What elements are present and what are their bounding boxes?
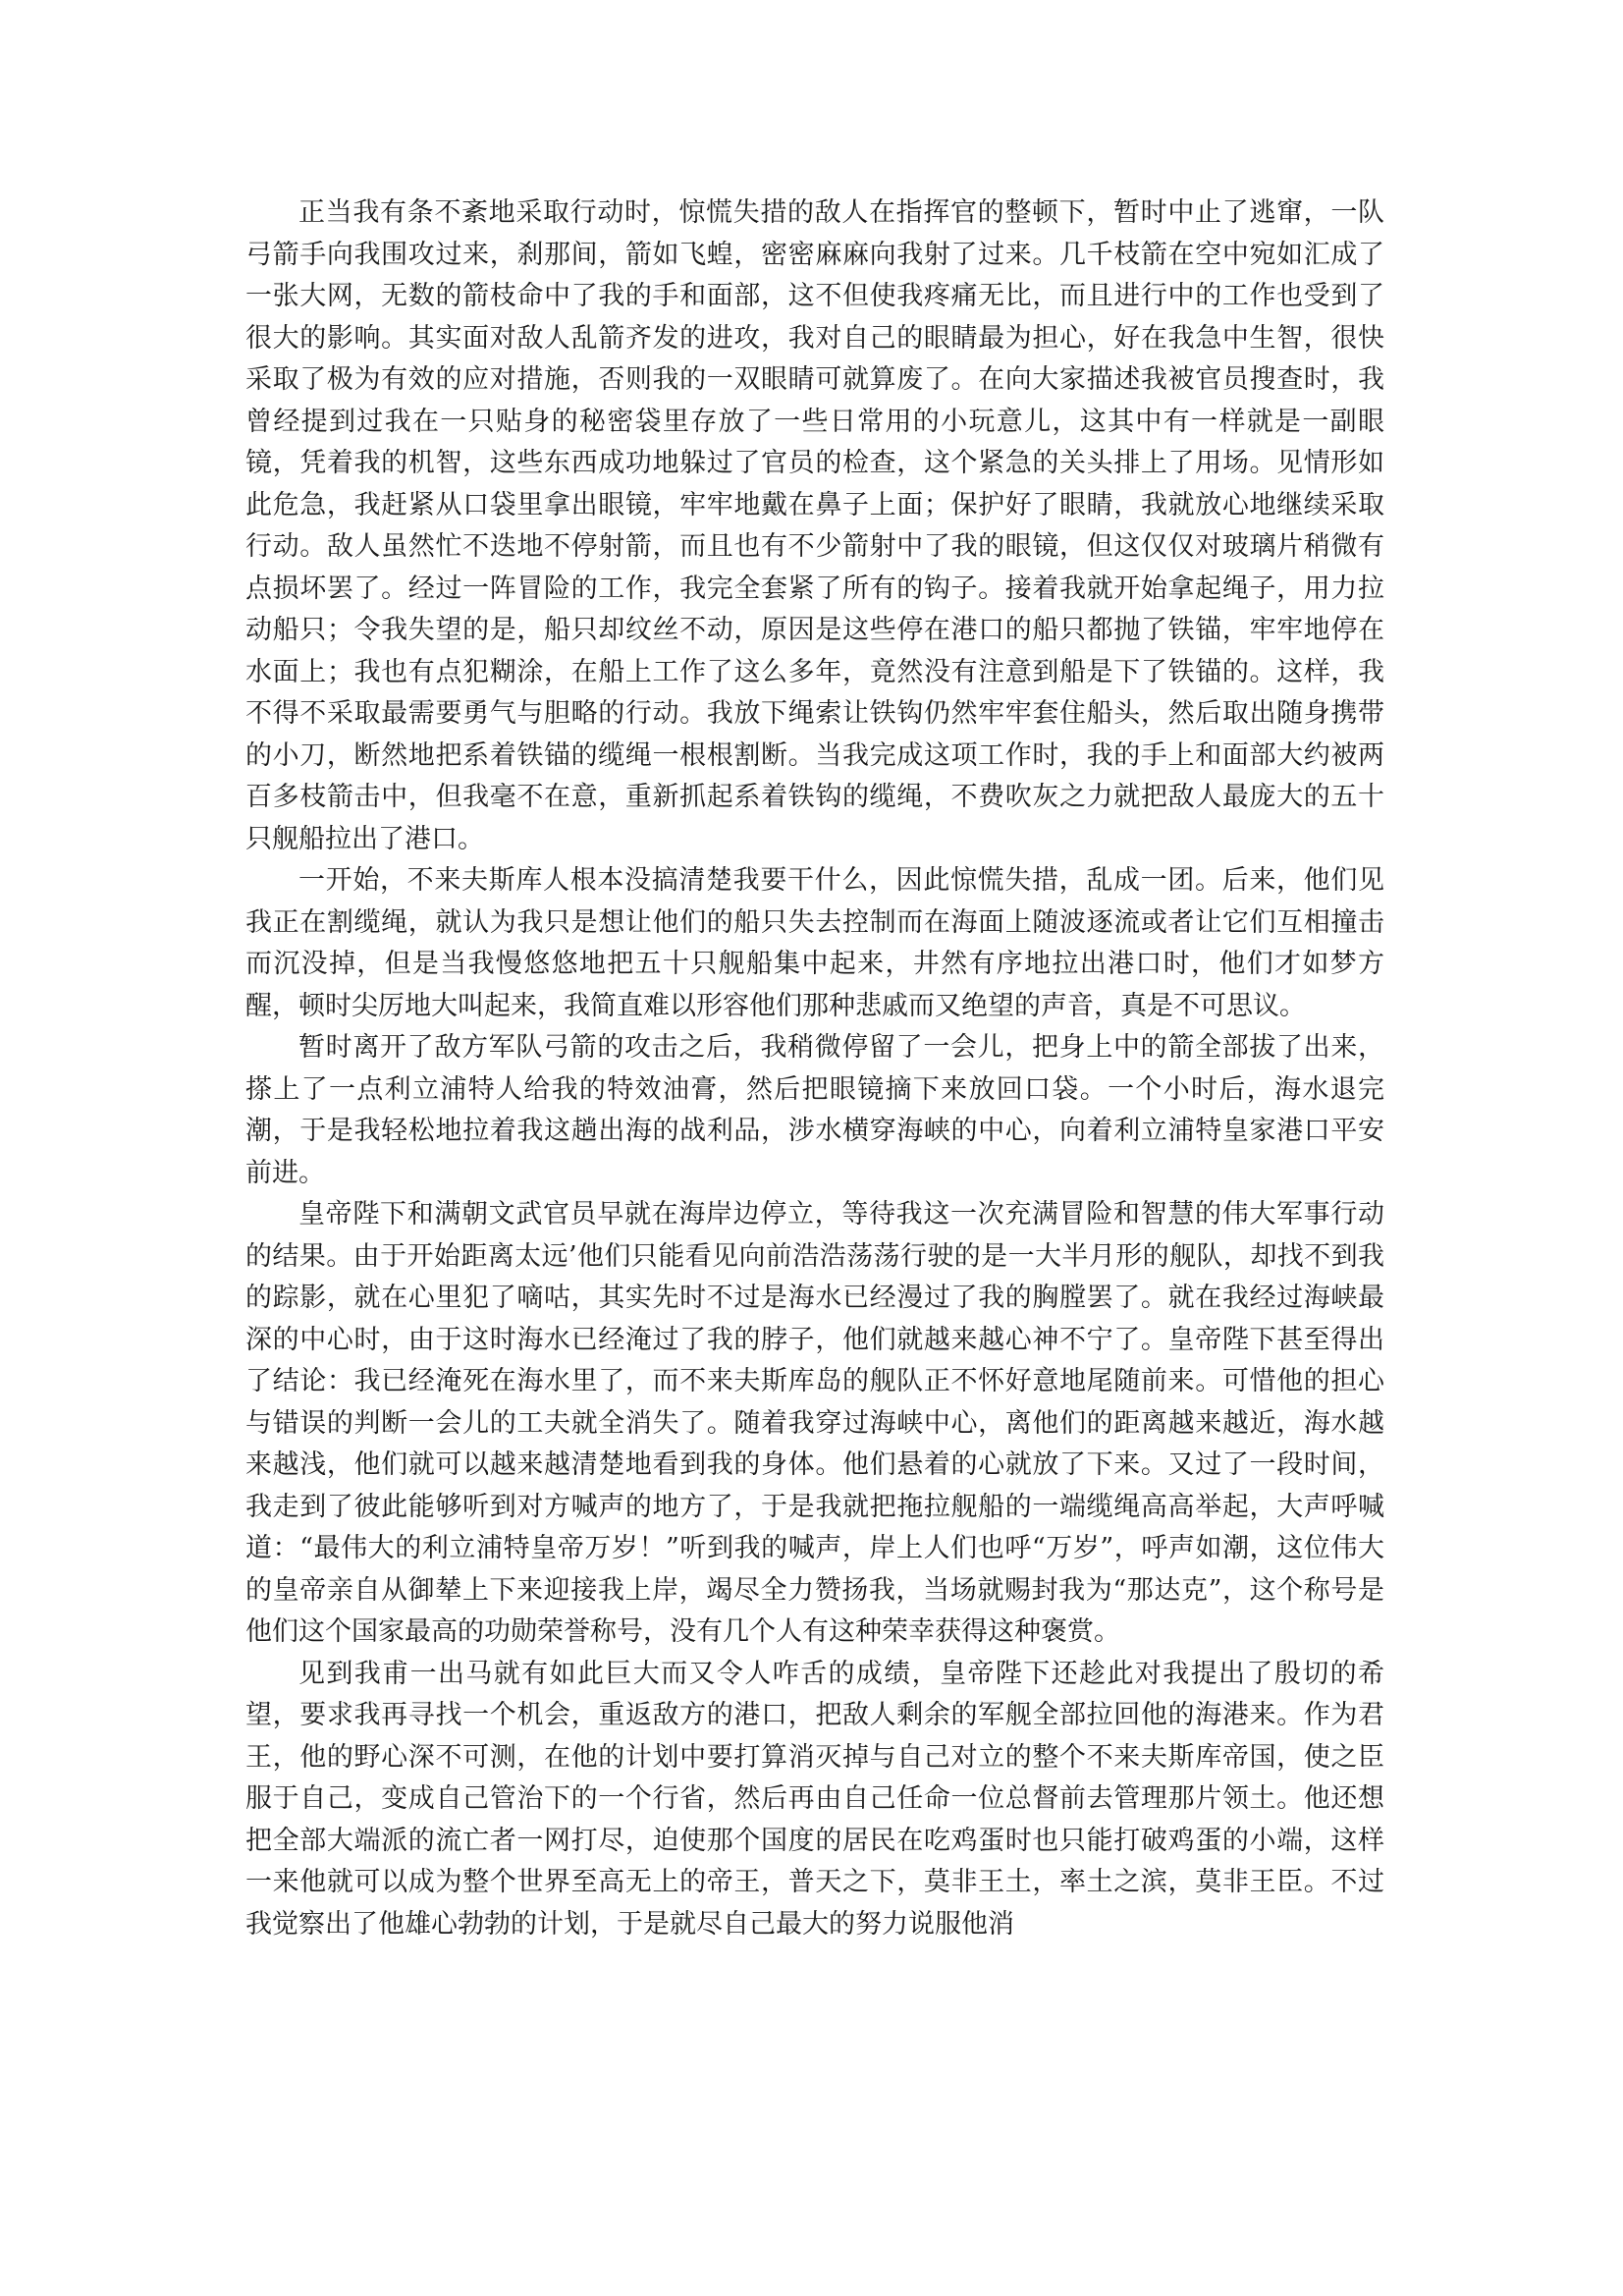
- paragraph-2: 一开始，不来夫斯库人根本没搞清楚我要干什么，因此惊慌失措，乱成一团。后来，他们见我正在割缆绳，就认为我只是想让他们的船只失去控制而在海面上随波逐流或者让它们互相撞击而沉没掉，但是当我慢悠悠地把五十只舰船集中起来，井然有序地拉出港口时，他们才如梦方醒，顿时尖厉地大叫起来，我简直难以形容他们那种悲戚而又绝望的声音，真是不可思议。: [245, 865, 1384, 1021]
- paragraph-3: 暂时离开了敌方军队弓箭的攻击之后，我稍微停留了一会儿，把身上中的箭全部拔了出来，搽上了一点利立浦特人给我的特效油膏，然后把眼镜摘下来放回口袋。一个小时后，海水退完潮，于是我轻松地拉着我这趟出海的战利品，涉水横穿海峡的中心，向着利立浦特皇家港口平安前进。: [245, 1032, 1384, 1188]
- paragraph-4: 皇帝陛下和满朝文武官员早就在海岸边停立，等待我这一次充满冒险和智慧的伟大军事行动的结果。由于开始距离太远’他们只能看见向前浩浩荡荡行驶的是一大半月形的舰队，却找不到我的踪影，就在心里犯了嘀咕，其实先时不过是海水已经漫过了我的胸膛罢了。就在我经过海峡最深的中心时，由于这时海水已经淹过了我的脖子，他们就越来越心神不宁了。皇帝陛下甚至得出了结论：我已经淹死在海水里了，而不来夫斯库岛的舰队正不怀好意地尾随前来。可惜他的担心与错误的判断一会儿的工夫就全消失了。随着我穿过海峡中心，离他们的距离越来越近，海水越来越浅，他们就可以越来越清楚地看到我的身体。他们悬着的心就放了下来。又过了一段时间，我走到了彼此能够听到对方喊声的地方了，于是我就把拖拉舰船的一端缆绳高高举起，大声呼喊道：“最伟大的利立浦特皇帝万岁！”听到我的喊声，岸上人们也呼“万岁”，呼声如潮，这位伟大的皇帝亲自从御辇上下来迎接我上岸，竭尽全力赞扬我，当场就赐封我为“那达克”，这个称号是他们这个国家最高的功勋荣誉称号，没有几个人有这种荣幸获得这种褒赏。: [245, 1199, 1384, 1647]
- paragraph-1: 正当我有条不紊地采取行动时，惊慌失措的敌人在指挥官的整顿下，暂时中止了逃窜，一队弓箭手向我围攻过来，刹那间，箭如飞蝗，密密麻麻向我射了过来。几千枝箭在空中宛如汇成了一张大网，无数的箭枝命中了我的手和面部，这不但使我疼痛无比，而且进行中的工作也受到了很大的影响。其实面对敌人乱箭齐发的进攻，我对自己的眼睛最为担心，好在我急中生智，很快采取了极为有效的应对措施，否则我的一双眼睛可就算废了。在向大家描述我被官员搜查时，我曾经提到过我在一只贴身的秘密袋里存放了一些日常用的小玩意儿，这其中有一样就是一副眼镜，凭着我的机智，这些东西成功地躲过了官员的检查，这个紧急的关头排上了用场。见情形如此危急，我赶紧从口袋里拿出眼镜，牢牢地戴在鼻子上面；保护好了眼睛，我就放心地继续采取行动。敌人虽然忙不迭地不停射箭，而且也有不少箭射中了我的眼镜，但这仅仅对玻璃片稍微有点损坏罢了。经过一阵冒险的工作，我完全套紧了所有的钩子。接着我就开始拿起绳子，用力拉动船只；令我失望的是，船只却纹丝不动，原因是这些停在港口的船只都抛了铁锚，牢牢地停在水面上；我也有点犯糊涂，在船上工作了这么多年，竟然没有注意到船是下了铁锚的。这样，我不得不采取最需要勇气与胆略的行动。我放下绳索让铁钩仍然牢牢套住船头，然后取出随身携带的小刀，断然地把系着铁锚的缆绳一根根割断。当我完成这项工作时，我的手上和面部大约被两百多枝箭击中，但我毫不在意，重新抓起系着铁钩的缆绳，不费吹灰之力就把敌人最庞大的五十只舰船拉出了港口。: [245, 197, 1384, 854]
- paragraph-5: 见到我甫一出马就有如此巨大而又令人咋舌的成绩，皇帝陛下还趁此对我提出了殷切的希望，要求我再寻找一个机会，重返敌方的港口，把敌人剩余的军舰全部拉回他的海港来。作为君王，他的野心深不可测，在他的计划中要打算消灭掉与自己对立的整个不来夫斯库帝国，使之臣服于自己，变成自己管治下的一个行省，然后再由自己任命一位总督前去管理那片领土。他还想把全部大端派的流亡者一网打尽，迫使那个国度的居民在吃鸡蛋时也只能打破鸡蛋的小端，这样一来他就可以成为整个世界至高无上的帝王，普天之下，莫非王土，率土之滨，莫非王臣。不过我觉察出了他雄心勃勃的计划，于是就尽自己最大的努力说服他消: [245, 1658, 1384, 1940]
- document-page: [245, 192, 1384, 1945]
